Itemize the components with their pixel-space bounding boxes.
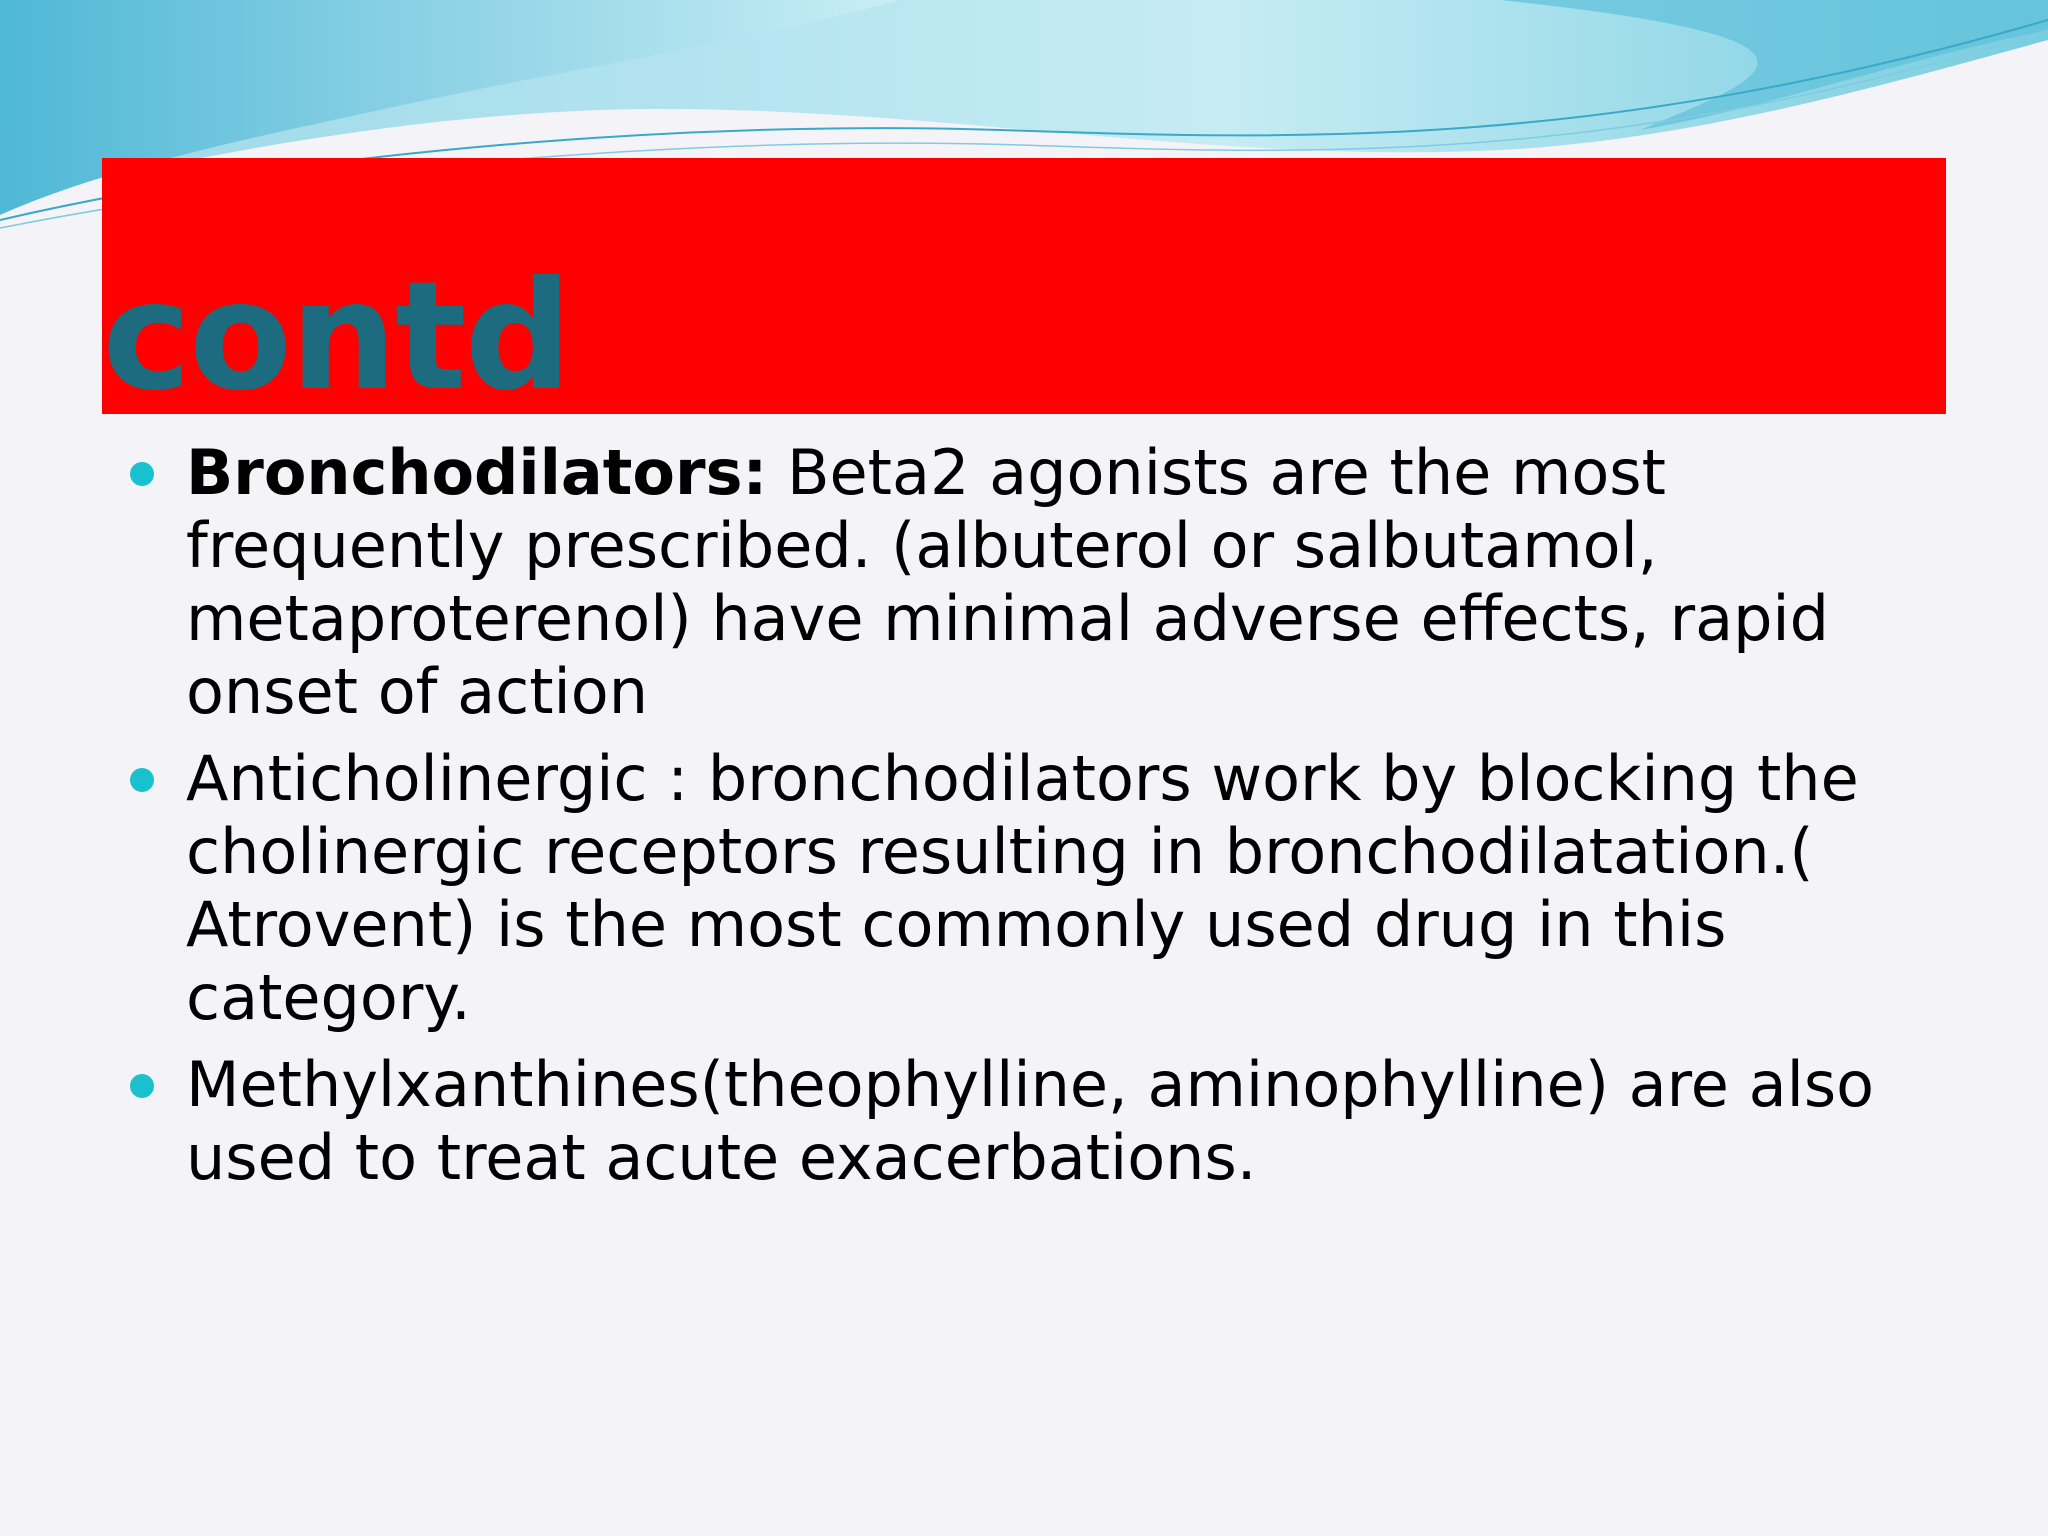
slide-title: contd <box>102 250 570 424</box>
bullet-dot-icon <box>130 1074 154 1098</box>
bullet-dot-icon <box>130 462 154 486</box>
bullet-item <box>186 742 1946 1034</box>
bullet-text: Anticholinergic : bronchodilators work by blocking the cholinergic receptors resulting in bronchodilatation.( Atrovent) is the most commonly used drug in this category. <box>186 742 1859 1034</box>
bullet-lead: Bronchodilators: <box>186 436 768 509</box>
bullet-list <box>186 436 1946 1208</box>
bullet-item <box>186 436 1946 728</box>
title-bar <box>102 158 1946 424</box>
bullet-text: Beta2 agonists are the most frequently prescribed. (albuterol or salbutamol, metaproterenol) have minimal adverse effects, rapid onset of action <box>186 436 1829 728</box>
bullet-item <box>186 1048 1946 1194</box>
bullet-text: Methylxanthines(theophylline, aminophylline) are also used to treat acute exacerbations. <box>186 1048 1875 1194</box>
bullet-dot-icon <box>130 768 154 792</box>
